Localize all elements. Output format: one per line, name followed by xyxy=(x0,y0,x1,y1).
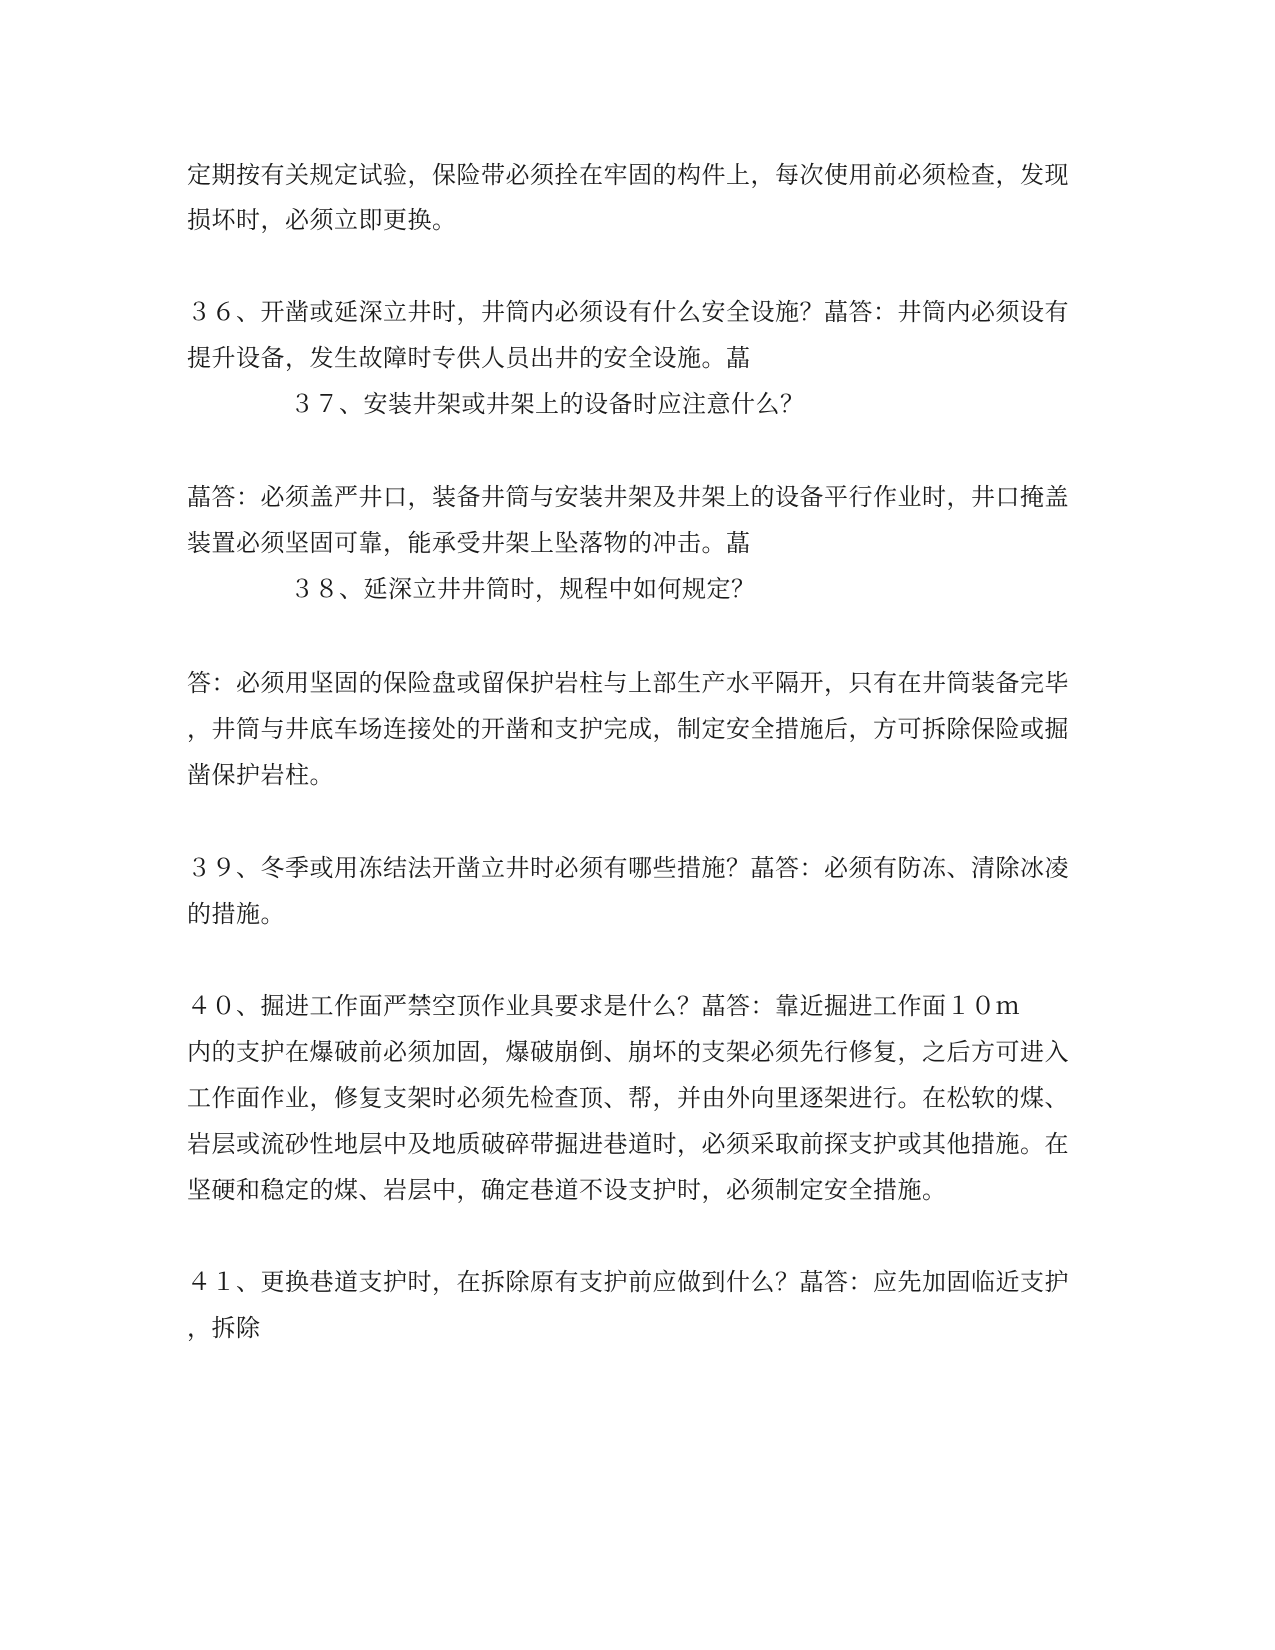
text-line: 工作面作业，修复支架时必须先检查顶、帮，并由外向里逐架进行。在松软的煤、 xyxy=(187,1084,1069,1112)
text-line: ３６、开凿或延深立井时，井筒内必须设有什么安全设施？蕌答：井筒内必须设有 xyxy=(187,298,1069,326)
text-line: 凿保护岩柱。 xyxy=(187,761,334,789)
text-line: ，拆除 xyxy=(187,1314,261,1342)
text-line: 内的支护在爆破前必须加固，爆破崩倒、崩坏的支架必须先行修复，之后方可进入 xyxy=(187,1038,1069,1066)
text-line: 蕌答：必须盖严井口，装备井筒与安装井架及井架上的设备平行作业时，井口掩盖 xyxy=(187,483,1069,511)
text-line: 损坏时，必须立即更换。 xyxy=(187,206,457,234)
text-line: 坚硬和稳定的煤、岩层中，确定巷道不设支护时，必须制定安全措施。 xyxy=(187,1176,947,1204)
text-line: ３７、安装井架或井架上的设备时应注意什么？ xyxy=(290,390,805,418)
text-line: 岩层或流砂性地层中及地质破碎带掘进巷道时，必须采取前探支护或其他措施。在 xyxy=(187,1130,1069,1158)
text-line: 答：必须用坚固的保险盘或留保护岩柱与上部生产水平隔开，只有在井筒装备完毕 xyxy=(187,669,1069,697)
text-line: 提升设备，发生故障时专供人员出井的安全设施。蕌 xyxy=(187,344,751,372)
text-line: ４１、更换巷道支护时，在拆除原有支护前应做到什么？蕌答：应先加固临近支护 xyxy=(187,1268,1069,1296)
text-line: ，井筒与井底车场连接处的开凿和支护完成，制定安全措施后，方可拆除保险或掘 xyxy=(187,715,1069,743)
text-line: 的措施。 xyxy=(187,900,285,928)
text-line: 定期按有关规定试验，保险带必须拴在牢固的构件上，每次使用前必须检查，发现 xyxy=(187,161,1069,189)
text-line: 装置必须坚固可靠，能承受井架上坠落物的冲击。蕌 xyxy=(187,529,751,557)
text-line: ４０、掘进工作面严禁空顶作业具要求是什么？蕌答：靠近掘进工作面１０ｍ xyxy=(187,992,1020,1020)
text-line: ３９、冬季或用冻结法开凿立井时必须有哪些措施？蕌答：必须有防冻、清除冰凌 xyxy=(187,854,1069,882)
text-line: ３８、延深立井井筒时，规程中如何规定？ xyxy=(290,575,756,603)
